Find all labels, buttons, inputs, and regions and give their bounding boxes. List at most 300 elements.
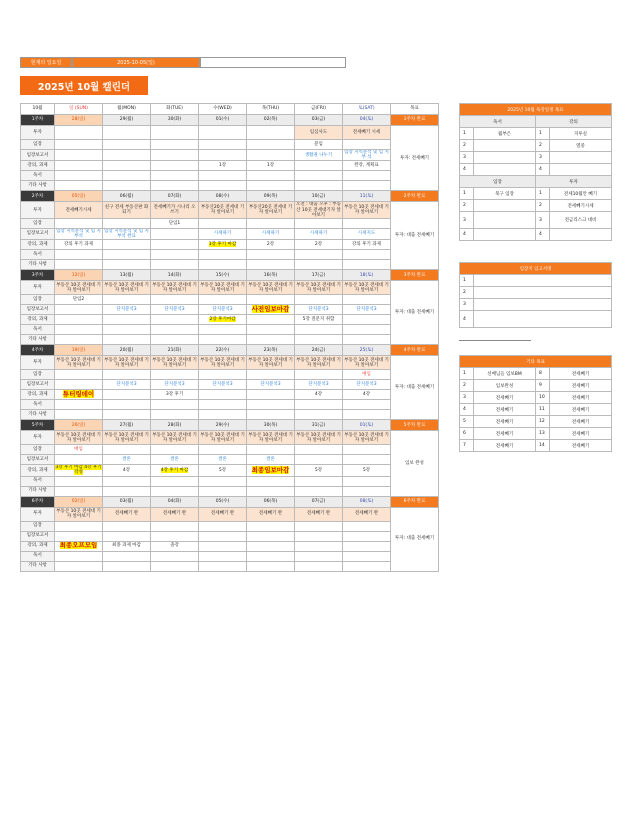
plan-cell[interactable]: [151, 445, 199, 455]
plan-cell[interactable]: [199, 561, 247, 571]
report-item[interactable]: [474, 287, 612, 299]
plan-cell[interactable]: [151, 240, 199, 250]
plan-cell[interactable]: [247, 400, 295, 410]
plan-cell[interactable]: [55, 281, 103, 295]
plan-cell[interactable]: [247, 445, 295, 455]
plan-cell[interactable]: [151, 181, 199, 191]
plan-cell[interactable]: [55, 400, 103, 410]
plan-cell[interactable]: [343, 561, 391, 571]
etc-item[interactable]: 전세빼기: [550, 416, 612, 428]
plan-cell[interactable]: [151, 561, 199, 571]
plan-cell[interactable]: [199, 325, 247, 335]
plan-cell[interactable]: [55, 465, 103, 476]
plan-cell[interactable]: [295, 507, 343, 521]
plan-cell[interactable]: [295, 486, 343, 496]
plan-cell[interactable]: [151, 305, 199, 315]
plan-cell[interactable]: [103, 325, 151, 335]
plan-cell[interactable]: [247, 260, 295, 270]
plan-cell[interactable]: [199, 455, 247, 465]
plan-cell[interactable]: [295, 561, 343, 571]
date-value[interactable]: 2025-10-05(일): [72, 57, 200, 68]
etc-item[interactable]: 전세빼기: [550, 440, 612, 452]
plan-cell[interactable]: [55, 126, 103, 140]
plan-cell[interactable]: [343, 150, 391, 161]
week-done-badge[interactable]: 1주차 완료: [391, 115, 439, 126]
plan-cell[interactable]: [295, 250, 343, 260]
goal-item[interactable]: [474, 164, 536, 176]
plan-cell[interactable]: [151, 250, 199, 260]
plan-cell[interactable]: [151, 161, 199, 171]
plan-cell[interactable]: [295, 380, 343, 390]
plan-cell[interactable]: [103, 445, 151, 455]
plan-cell[interactable]: [151, 486, 199, 496]
plan-cell[interactable]: [55, 486, 103, 496]
goal-item[interactable]: [550, 229, 612, 241]
plan-cell[interactable]: [55, 445, 103, 455]
goal-item[interactable]: 북구 임장: [474, 188, 536, 200]
plan-cell[interactable]: [343, 126, 391, 140]
plan-cell[interactable]: [103, 390, 151, 400]
plan-cell[interactable]: [55, 295, 103, 305]
plan-cell[interactable]: [199, 295, 247, 305]
plan-cell[interactable]: [103, 551, 151, 561]
week-goal[interactable]: 투자: 대출 전세빼기: [391, 507, 439, 571]
plan-cell[interactable]: [199, 218, 247, 228]
week-goal[interactable]: 투자: 대출 전세빼기: [391, 356, 439, 420]
week-goal[interactable]: 투자: 대출 전세빼기: [391, 281, 439, 345]
plan-cell[interactable]: [55, 551, 103, 561]
goal-item[interactable]: 전세10월안 빼기: [550, 188, 612, 200]
plan-cell[interactable]: [247, 410, 295, 420]
etc-item[interactable]: 전세빼기: [474, 416, 536, 428]
plan-cell[interactable]: [295, 390, 343, 400]
plan-cell[interactable]: [343, 445, 391, 455]
plan-cell[interactable]: [199, 521, 247, 531]
goal-item[interactable]: [474, 200, 536, 212]
plan-cell[interactable]: [55, 140, 103, 150]
plan-cell[interactable]: [151, 507, 199, 521]
plan-cell[interactable]: [55, 250, 103, 260]
week-done-badge[interactable]: 6주차 완료: [391, 496, 439, 507]
plan-cell[interactable]: [103, 370, 151, 380]
plan-cell[interactable]: [55, 161, 103, 171]
plan-cell[interactable]: [199, 445, 247, 455]
plan-cell[interactable]: [55, 356, 103, 370]
plan-cell[interactable]: [343, 541, 391, 551]
plan-cell[interactable]: [247, 305, 295, 315]
plan-cell[interactable]: [343, 240, 391, 250]
plan-cell[interactable]: [55, 181, 103, 191]
plan-cell[interactable]: [295, 541, 343, 551]
plan-cell[interactable]: [295, 171, 343, 181]
plan-cell[interactable]: [247, 181, 295, 191]
plan-cell[interactable]: [343, 305, 391, 315]
plan-cell[interactable]: [247, 228, 295, 239]
plan-cell[interactable]: [295, 240, 343, 250]
plan-cell[interactable]: [247, 486, 295, 496]
plan-cell[interactable]: [343, 356, 391, 370]
plan-cell[interactable]: [199, 126, 247, 140]
plan-cell[interactable]: [199, 202, 247, 219]
plan-cell[interactable]: [199, 140, 247, 150]
plan-cell[interactable]: [55, 228, 103, 239]
plan-cell[interactable]: [151, 260, 199, 270]
etc-item[interactable]: 전세빼기: [550, 392, 612, 404]
plan-cell[interactable]: [151, 541, 199, 551]
plan-cell[interactable]: [247, 218, 295, 228]
plan-cell[interactable]: [103, 531, 151, 541]
goal-item[interactable]: 전금리스크 대비: [550, 212, 612, 229]
plan-cell[interactable]: [295, 370, 343, 380]
plan-cell[interactable]: [55, 380, 103, 390]
plan-cell[interactable]: [103, 218, 151, 228]
etc-item[interactable]: 전세빼기: [474, 404, 536, 416]
plan-cell[interactable]: [343, 315, 391, 325]
plan-cell[interactable]: [55, 507, 103, 521]
plan-cell[interactable]: [151, 410, 199, 420]
plan-cell[interactable]: [343, 507, 391, 521]
plan-cell[interactable]: [103, 400, 151, 410]
plan-cell[interactable]: [151, 370, 199, 380]
plan-cell[interactable]: [247, 431, 295, 445]
plan-cell[interactable]: [295, 228, 343, 239]
plan-cell[interactable]: [103, 161, 151, 171]
plan-cell[interactable]: [55, 541, 103, 551]
plan-cell[interactable]: [55, 431, 103, 445]
plan-cell[interactable]: [295, 400, 343, 410]
plan-cell[interactable]: [343, 551, 391, 561]
plan-cell[interactable]: [295, 202, 343, 219]
plan-cell[interactable]: [103, 171, 151, 181]
plan-cell[interactable]: [103, 202, 151, 219]
plan-cell[interactable]: [199, 305, 247, 315]
plan-cell[interactable]: [247, 140, 295, 150]
plan-cell[interactable]: [199, 431, 247, 445]
plan-cell[interactable]: [55, 202, 103, 219]
plan-cell[interactable]: [343, 295, 391, 305]
plan-cell[interactable]: [151, 521, 199, 531]
plan-cell[interactable]: [247, 390, 295, 400]
plan-cell[interactable]: [343, 161, 391, 171]
plan-cell[interactable]: [247, 455, 295, 465]
plan-cell[interactable]: [103, 476, 151, 486]
etc-item[interactable]: 전세빼기: [550, 380, 612, 392]
plan-cell[interactable]: [103, 250, 151, 260]
plan-cell[interactable]: [55, 521, 103, 531]
plan-cell[interactable]: [55, 476, 103, 486]
plan-cell[interactable]: [199, 250, 247, 260]
plan-cell[interactable]: [151, 356, 199, 370]
plan-cell[interactable]: [151, 295, 199, 305]
plan-cell[interactable]: [199, 335, 247, 345]
plan-cell[interactable]: [151, 431, 199, 445]
plan-cell[interactable]: [247, 240, 295, 250]
etc-item[interactable]: 전세빼기: [550, 368, 612, 380]
plan-cell[interactable]: [343, 181, 391, 191]
plan-cell[interactable]: [151, 390, 199, 400]
week-done-badge[interactable]: 2주차 완료: [391, 191, 439, 202]
plan-cell[interactable]: [343, 431, 391, 445]
plan-cell[interactable]: [103, 315, 151, 325]
plan-cell[interactable]: [151, 171, 199, 181]
plan-cell[interactable]: [199, 228, 247, 239]
plan-cell[interactable]: [103, 260, 151, 270]
plan-cell[interactable]: [151, 315, 199, 325]
plan-cell[interactable]: [247, 161, 295, 171]
plan-cell[interactable]: [343, 218, 391, 228]
plan-cell[interactable]: [343, 325, 391, 335]
plan-cell[interactable]: [103, 281, 151, 295]
plan-cell[interactable]: [151, 140, 199, 150]
week-goal[interactable]: 투자: 대출 전세빼기: [391, 202, 439, 270]
plan-cell[interactable]: [295, 521, 343, 531]
plan-cell[interactable]: [103, 465, 151, 476]
report-item[interactable]: [474, 311, 612, 328]
week-goal[interactable]: 투자: 전세빼기: [391, 126, 439, 191]
plan-cell[interactable]: [151, 126, 199, 140]
goal-item[interactable]: 지투실: [550, 128, 612, 140]
plan-cell[interactable]: [103, 356, 151, 370]
plan-cell[interactable]: [295, 431, 343, 445]
plan-cell[interactable]: [247, 541, 295, 551]
plan-cell[interactable]: [343, 228, 391, 239]
plan-cell[interactable]: [151, 202, 199, 219]
goal-item[interactable]: [550, 164, 612, 176]
plan-cell[interactable]: [247, 380, 295, 390]
week-done-badge[interactable]: 4주차 완료: [391, 345, 439, 356]
plan-cell[interactable]: [199, 171, 247, 181]
plan-cell[interactable]: [295, 315, 343, 325]
plan-cell[interactable]: [247, 281, 295, 295]
goal-item[interactable]: [474, 140, 536, 152]
plan-cell[interactable]: [295, 295, 343, 305]
plan-cell[interactable]: [199, 161, 247, 171]
goal-item[interactable]: [474, 212, 536, 229]
plan-cell[interactable]: [55, 260, 103, 270]
plan-cell[interactable]: [247, 465, 295, 476]
plan-cell[interactable]: [343, 202, 391, 219]
plan-cell[interactable]: [343, 250, 391, 260]
goal-item[interactable]: [550, 152, 612, 164]
plan-cell[interactable]: [151, 465, 199, 476]
plan-cell[interactable]: [199, 476, 247, 486]
plan-cell[interactable]: [199, 315, 247, 325]
plan-cell[interactable]: [103, 305, 151, 315]
plan-cell[interactable]: [343, 171, 391, 181]
plan-cell[interactable]: [247, 335, 295, 345]
plan-cell[interactable]: [343, 531, 391, 541]
plan-cell[interactable]: [151, 400, 199, 410]
week-goal[interactable]: 임보 완성: [391, 431, 439, 496]
plan-cell[interactable]: [55, 150, 103, 161]
plan-cell[interactable]: [295, 531, 343, 541]
plan-cell[interactable]: [103, 380, 151, 390]
plan-cell[interactable]: [199, 390, 247, 400]
plan-cell[interactable]: [247, 250, 295, 260]
plan-cell[interactable]: [295, 551, 343, 561]
plan-cell[interactable]: [247, 561, 295, 571]
plan-cell[interactable]: [343, 140, 391, 150]
plan-cell[interactable]: [55, 370, 103, 380]
plan-cell[interactable]: [343, 335, 391, 345]
plan-cell[interactable]: [199, 507, 247, 521]
plan-cell[interactable]: [247, 521, 295, 531]
plan-cell[interactable]: [247, 356, 295, 370]
plan-cell[interactable]: [199, 181, 247, 191]
plan-cell[interactable]: [199, 370, 247, 380]
plan-cell[interactable]: [151, 325, 199, 335]
plan-cell[interactable]: [55, 218, 103, 228]
plan-cell[interactable]: [103, 150, 151, 161]
plan-cell[interactable]: [151, 551, 199, 561]
plan-cell[interactable]: [247, 370, 295, 380]
goal-item[interactable]: 월부은: [474, 128, 536, 140]
plan-cell[interactable]: [103, 140, 151, 150]
plan-cell[interactable]: [295, 325, 343, 335]
plan-cell[interactable]: [295, 140, 343, 150]
plan-cell[interactable]: [103, 507, 151, 521]
plan-cell[interactable]: [247, 150, 295, 161]
plan-cell[interactable]: [295, 218, 343, 228]
report-item[interactable]: [474, 275, 612, 287]
date-extra-field[interactable]: [200, 57, 346, 68]
etc-item[interactable]: 전세빼기: [474, 440, 536, 452]
plan-cell[interactable]: [103, 126, 151, 140]
plan-cell[interactable]: [199, 541, 247, 551]
plan-cell[interactable]: [199, 531, 247, 541]
plan-cell[interactable]: [55, 240, 103, 250]
goal-item[interactable]: 전세빼기시세: [550, 200, 612, 212]
plan-cell[interactable]: [55, 410, 103, 420]
plan-cell[interactable]: [103, 431, 151, 445]
plan-cell[interactable]: [103, 181, 151, 191]
etc-item[interactable]: 선배님들 임보BM: [474, 368, 536, 380]
plan-cell[interactable]: [55, 305, 103, 315]
plan-cell[interactable]: [199, 150, 247, 161]
plan-cell[interactable]: [199, 465, 247, 476]
plan-cell[interactable]: [295, 150, 343, 161]
plan-cell[interactable]: [199, 380, 247, 390]
plan-cell[interactable]: [343, 410, 391, 420]
plan-cell[interactable]: [103, 295, 151, 305]
plan-cell[interactable]: [151, 281, 199, 295]
plan-cell[interactable]: [295, 455, 343, 465]
plan-cell[interactable]: [55, 171, 103, 181]
plan-cell[interactable]: [295, 335, 343, 345]
etc-item[interactable]: 전세빼기: [474, 392, 536, 404]
goal-item[interactable]: 열중: [550, 140, 612, 152]
week-done-badge[interactable]: 3주차 완료: [391, 270, 439, 281]
plan-cell[interactable]: [247, 171, 295, 181]
week-done-badge[interactable]: 5주차 완료: [391, 420, 439, 431]
plan-cell[interactable]: [151, 218, 199, 228]
plan-cell[interactable]: [247, 202, 295, 219]
report-item[interactable]: [474, 299, 612, 311]
plan-cell[interactable]: [55, 390, 103, 400]
plan-cell[interactable]: [199, 240, 247, 250]
plan-cell[interactable]: [103, 561, 151, 571]
plan-cell[interactable]: [343, 390, 391, 400]
plan-cell[interactable]: [247, 295, 295, 305]
etc-item[interactable]: 전세빼기: [550, 404, 612, 416]
plan-cell[interactable]: [55, 315, 103, 325]
plan-cell[interactable]: [295, 410, 343, 420]
plan-cell[interactable]: [199, 260, 247, 270]
plan-cell[interactable]: [199, 400, 247, 410]
plan-cell[interactable]: [247, 325, 295, 335]
plan-cell[interactable]: [55, 335, 103, 345]
plan-cell[interactable]: [247, 551, 295, 561]
plan-cell[interactable]: [343, 521, 391, 531]
plan-cell[interactable]: [295, 445, 343, 455]
plan-cell[interactable]: [103, 486, 151, 496]
plan-cell[interactable]: [103, 541, 151, 551]
plan-cell[interactable]: [199, 281, 247, 295]
plan-cell[interactable]: [199, 486, 247, 496]
plan-cell[interactable]: [343, 476, 391, 486]
plan-cell[interactable]: [103, 228, 151, 239]
plan-cell[interactable]: [103, 240, 151, 250]
plan-cell[interactable]: [343, 281, 391, 295]
plan-cell[interactable]: [151, 380, 199, 390]
plan-cell[interactable]: [343, 400, 391, 410]
plan-cell[interactable]: [151, 476, 199, 486]
plan-cell[interactable]: [151, 150, 199, 161]
plan-cell[interactable]: [247, 126, 295, 140]
plan-cell[interactable]: [199, 551, 247, 561]
etc-item[interactable]: 임보완성: [474, 380, 536, 392]
plan-cell[interactable]: [295, 260, 343, 270]
plan-cell[interactable]: [343, 370, 391, 380]
plan-cell[interactable]: [151, 455, 199, 465]
plan-cell[interactable]: [247, 531, 295, 541]
plan-cell[interactable]: [295, 356, 343, 370]
plan-cell[interactable]: [295, 126, 343, 140]
plan-cell[interactable]: [343, 260, 391, 270]
plan-cell[interactable]: [55, 561, 103, 571]
plan-cell[interactable]: [343, 486, 391, 496]
etc-item[interactable]: 전세빼기: [550, 428, 612, 440]
plan-cell[interactable]: [247, 315, 295, 325]
etc-item[interactable]: 전세빼기: [474, 428, 536, 440]
plan-cell[interactable]: [199, 410, 247, 420]
plan-cell[interactable]: [199, 356, 247, 370]
plan-cell[interactable]: [295, 181, 343, 191]
goal-item[interactable]: [474, 229, 536, 241]
plan-cell[interactable]: [151, 335, 199, 345]
plan-cell[interactable]: [295, 161, 343, 171]
plan-cell[interactable]: [343, 465, 391, 476]
goal-item[interactable]: [474, 152, 536, 164]
plan-cell[interactable]: [151, 531, 199, 541]
plan-cell[interactable]: [55, 325, 103, 335]
plan-cell[interactable]: [295, 305, 343, 315]
plan-cell[interactable]: [55, 455, 103, 465]
plan-cell[interactable]: [103, 521, 151, 531]
plan-cell[interactable]: [343, 455, 391, 465]
plan-cell[interactable]: [103, 455, 151, 465]
plan-cell[interactable]: [103, 335, 151, 345]
plan-cell[interactable]: [247, 507, 295, 521]
plan-cell[interactable]: [295, 465, 343, 476]
plan-cell[interactable]: [247, 476, 295, 486]
plan-cell[interactable]: [151, 228, 199, 239]
plan-cell[interactable]: [295, 476, 343, 486]
plan-cell[interactable]: [103, 410, 151, 420]
plan-cell[interactable]: [343, 380, 391, 390]
plan-cell[interactable]: [295, 281, 343, 295]
plan-cell[interactable]: [55, 531, 103, 541]
